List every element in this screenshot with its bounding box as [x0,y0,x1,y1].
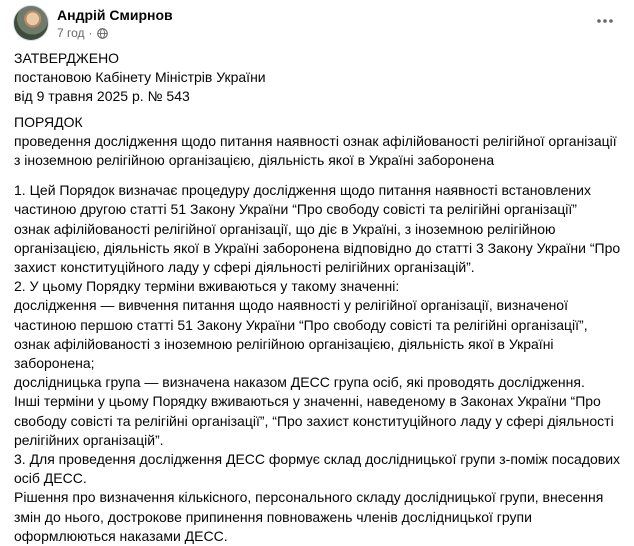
post-text [14,49,624,546]
post-menu-button[interactable] [594,10,616,32]
text-line: дослідницька група — визначена наказом ДЕСС група осіб, які проводять дослідження. [14,374,585,391]
text-line: 1. Цей Порядок визначає процедуру дослідження щодо питання наявності встановлених [14,182,591,199]
post-time[interactable]: 7 год [57,26,85,40]
document-subtitle: проведення дослідження щодо питання наявності ознак афілійованості релігійної організації [14,132,617,149]
post-meta [57,26,108,40]
text-line: осіб ДЕСС. [14,470,87,487]
text-line: оформлюються наказами ДЕСС. [14,527,228,544]
text-line: Інші терміни у цьому Порядку вживаються у значенні, наведеному в Законах України “Про [14,393,601,410]
text-line: ознак афілійованості з іноземною релігійною організацією, діяльність якої в Україні [14,335,554,352]
text-line: ознак афілійованості релігійної організації, що діє в Україні, з іноземною релігійною [14,220,556,237]
document-title: ПОРЯДОК [14,113,83,130]
text-line: релігійних організацій”. [14,431,164,448]
author-name[interactable]: Андрій Смирнов [57,7,173,23]
document-subtitle: з іноземною релігійною організацією, діяльність якої в Україні заборонена [14,152,495,169]
text-line: частиною першою статті 51 Закону України “Про свободу совісті та релігійні організації”, [14,316,588,333]
approval-line: ЗАТВЕРДЖЕНО [14,50,120,66]
text-line: частиною другою статті 51 Закону України “Про свободу совісті та релігійні організації” [14,201,577,218]
text-line: дослідження — вивчення питання щодо наявності у релігійної організації, визначеної [14,297,568,314]
text-line: захист конституційного ладу у сфері діяльності релігійних організацій”. [14,259,475,276]
text-line: заборонена; [14,355,95,372]
text-line: Рішення про визначення кількісного, персонального складу дослідницької групи, внесення [14,489,604,506]
meta-separator: · [88,26,93,40]
more-horizontal-icon [597,19,613,23]
globe-icon [97,28,108,39]
text-line: організацією, діяльність якої в Україні заборонена відповідно до статті 3 Закону України “Про [14,239,621,256]
text-line: змін до нього, дострокове припинення повноважень членів дослідницької групи [14,508,532,525]
avatar[interactable] [13,5,49,41]
text-line: 2. У цьому Порядку терміни вживаються у такому значенні: [14,278,400,295]
approval-line: від 9 травня 2025 р. № 543 [14,88,190,105]
text-line: 3. Для проведення дослідження ДЕСС формує склад дослідницької групи з-поміж посадових [14,451,621,468]
text-line: свободу совісті та релігійні організації”, “Про захист конституційного ладу у сфері діяльності [14,412,614,429]
approval-line: постановою Кабінету Міністрів України [14,69,266,86]
